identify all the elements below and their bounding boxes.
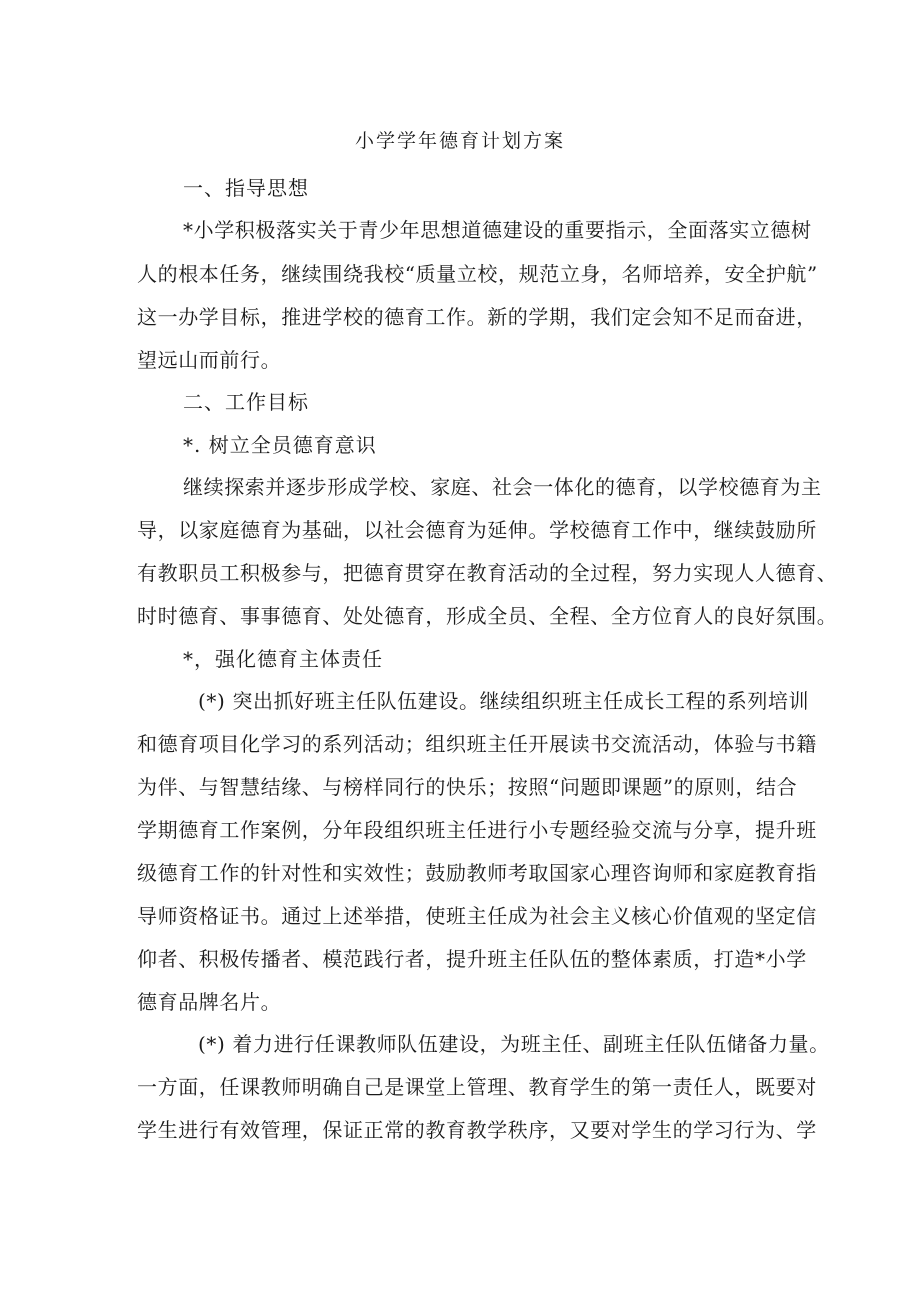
paragraph-line: 德育品牌名片。 — [137, 990, 282, 1014]
paragraph-line: *小学积极落实关于青少年思想道德建设的重要指示，全面落实立德树 — [183, 218, 812, 242]
paragraph-line: 人的根本任务，继续围绕我校“质量立校，规范立身，名师培养，安全护航” — [137, 262, 818, 286]
document-title: 小学学年德育计划方案 — [354, 130, 565, 152]
paragraph-line: (*) 着力进行任课教师队伍建设，为班主任、副班主任队伍储备力量。 — [198, 1032, 830, 1056]
paragraph-line: 一方面，任课教师明确自己是课堂上管理、教育学生的第一责任人，既要对 — [137, 1075, 817, 1099]
paragraph-line: 仰者、积极传播者、模范践行者，提升班主任队伍的整体素质，打造*小学 — [137, 947, 807, 971]
paragraph-line: 导师资格证书。通过上述举措，使班主任成为社会主义核心价值观的坚定信 — [137, 904, 817, 928]
paragraph-line: 为伴、与智慧结缘、与榜样同行的快乐；按照“问题即课题”的原则，结合 — [137, 775, 798, 799]
paragraph-line: (*) 突出抓好班主任队伍建设。继续组织班主任成长工程的系列培训 — [198, 689, 810, 713]
paragraph-line: 继续探索并逐步形成学校、家庭、社会一体化的德育，以学校德育为主 — [183, 475, 822, 499]
paragraph-line: 级德育工作的针对性和实效性；鼓励教师考取国家心理咨询师和家庭教育指 — [137, 861, 817, 885]
subsection-heading-moral-awareness: *. 树立全员德育意识 — [183, 433, 377, 457]
paragraph-line: 这一办学目标，推进学校的德育工作。新的学期，我们定会知不足而奋进， — [137, 305, 817, 329]
paragraph-line: 望远山而前行。 — [137, 348, 282, 372]
paragraph-line: 导，以家庭德育为基础，以社会德育为延伸。学校德育工作中，继续鼓励所 — [137, 518, 817, 542]
paragraph-line: 学生进行有效管理，保证正常的教育教学秩序，又要对学生的学习行为、学 — [137, 1118, 817, 1142]
paragraph-line: 有教职员工积极参与，把德育贯穿在教育活动的全过程，努力实现人人德育、 — [137, 561, 838, 585]
paragraph-line: 和德育项目化学习的系列活动；组织班主任开展读书交流活动，体验与书籍 — [137, 732, 817, 756]
paragraph-line: 时时德育、事事德育、处处德育，形成全员、全程、全方位育人的良好氛围。 — [137, 604, 838, 628]
subsection-heading-main-responsibility: *，强化德育主体责任 — [183, 647, 383, 671]
paragraph-line: 学期德育工作案例，分年段组织班主任进行小专题经验交流与分享，提升班 — [137, 818, 817, 842]
section-heading-work-goals: 二、工作目标 — [183, 390, 309, 414]
section-heading-guiding-ideology: 一、指导思想 — [183, 176, 309, 200]
